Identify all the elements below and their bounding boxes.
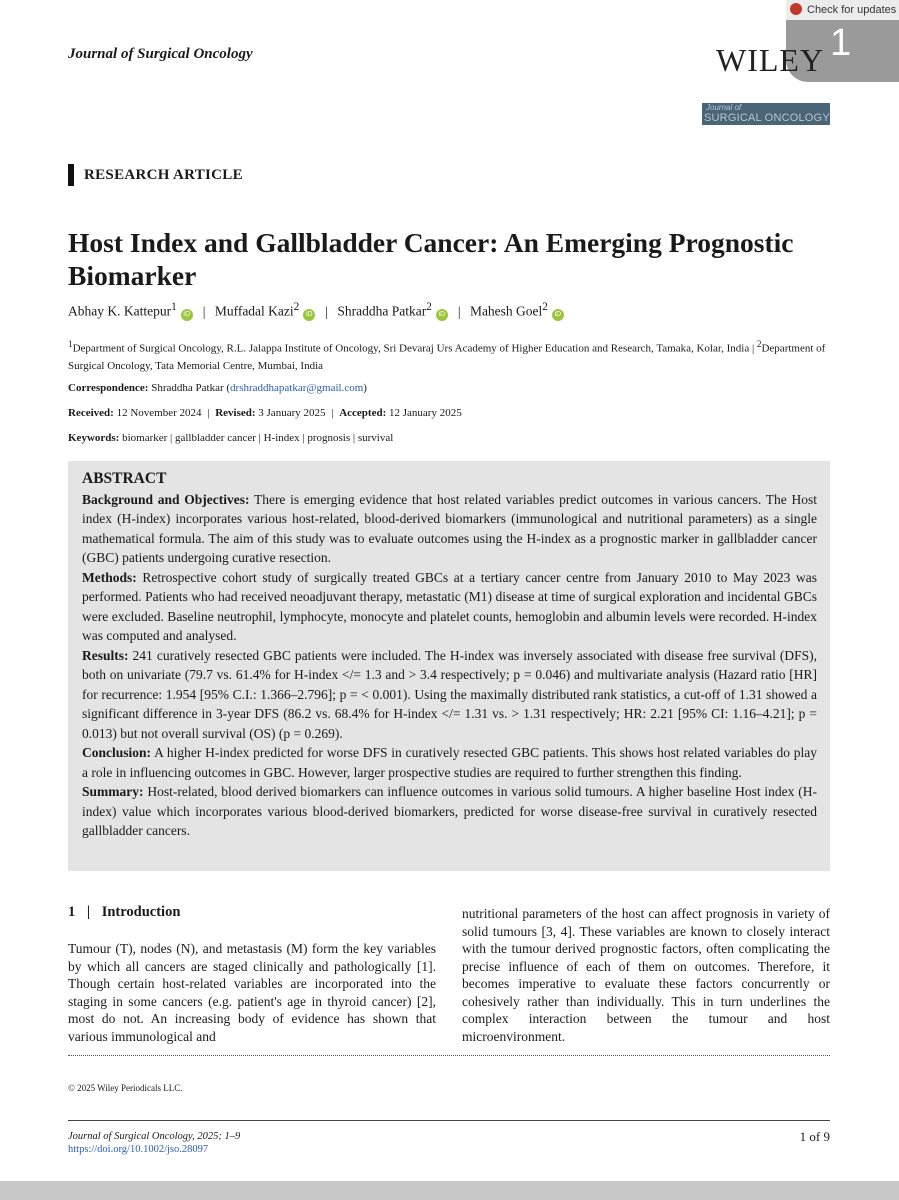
background-text: There is emerging evidence that host related variables predict outcomes in various cancers. The Host index (H-index) incorporates various host-related, blood-derived biomarkers (immunological and nutritional parameters) as a single mathematical formula. The aim of this study was to evaluate outcomes using the H-index as a prognostic marker in gallbladder cancer (GBC) patients undergoing curative resection. bbox=[82, 491, 817, 565]
author-affiliation: 1 bbox=[171, 301, 177, 313]
background-label: Background and Objectives: bbox=[82, 491, 250, 507]
received-date: 12 November 2024 bbox=[116, 407, 202, 419]
keywords-list: biomarker | gallbladder cancer | H-index | prognosis | survival bbox=[122, 432, 394, 444]
footnote-divider bbox=[68, 1055, 830, 1056]
conclusion-text: A higher H-index predicted for worse DFS in curatively resected GBC patients. This shows host related variables do play a role in influencing outcomes in GBC. However, larger prospective studies are required to further strengthen this finding. bbox=[82, 745, 817, 780]
journal-cover-logo bbox=[702, 103, 830, 125]
date-separator: | bbox=[207, 407, 210, 419]
affiliation-sup: 1 bbox=[68, 339, 73, 349]
author-list bbox=[68, 301, 568, 321]
methods-label: Methods: bbox=[82, 569, 137, 585]
keywords bbox=[68, 431, 393, 446]
body-right-column bbox=[462, 905, 830, 1045]
author-name: Mahesh Goel bbox=[469, 303, 543, 319]
abstract-heading: ABSTRACT bbox=[82, 470, 167, 487]
abstract-results bbox=[82, 646, 817, 744]
author-separator: | bbox=[457, 303, 461, 319]
author-name: Abhay K. Kattepur bbox=[68, 303, 172, 319]
section-number: 1 bbox=[68, 904, 76, 920]
revised-label: Revised: bbox=[215, 407, 256, 419]
author-separator: | bbox=[325, 303, 328, 319]
summary-label: Summary: bbox=[82, 784, 144, 799]
author-affiliation: 2 bbox=[542, 301, 548, 313]
accepted-date: 12 January 2025 bbox=[389, 407, 462, 419]
journal-name: Journal of Surgical Oncology bbox=[68, 46, 253, 62]
correspondence-name: Shraddha Patkar bbox=[151, 382, 224, 394]
check-updates-label: Check for updates bbox=[807, 4, 897, 16]
page-badge: 1 bbox=[830, 22, 852, 64]
publisher-logo: WILEY bbox=[716, 42, 825, 78]
doi-link[interactable]: https://doi.org/10.1002/jso.28097 bbox=[68, 1144, 209, 1155]
orcid-icon[interactable]: iD bbox=[181, 309, 193, 321]
date-separator: | bbox=[331, 407, 334, 419]
section-heading bbox=[68, 904, 180, 921]
article-title: Host Index and Gallbladder Cancer: An Emerging Prognostic Biomarker bbox=[68, 227, 794, 291]
keywords-label: Keywords: bbox=[68, 432, 120, 444]
dates bbox=[68, 406, 462, 421]
viewer-bottom-bar bbox=[0, 1181, 899, 1200]
abstract-summary bbox=[82, 782, 817, 841]
correspondence: Correspondence: Shraddha Patkar (drshraddhapatkar@gmail.com) bbox=[68, 382, 367, 394]
copyright: © 2025 Wiley Periodicals LLC. bbox=[68, 1083, 183, 1093]
orcid-icon[interactable]: iD bbox=[436, 309, 448, 321]
abstract-box bbox=[68, 461, 830, 871]
author-name: Shraddha Patkar bbox=[337, 303, 427, 319]
affiliation-sup: 2 bbox=[756, 339, 762, 349]
affiliation-separator: | bbox=[751, 342, 755, 355]
logo-line-1: Journal of bbox=[706, 103, 742, 112]
correspondence-label: Correspondence: bbox=[68, 382, 149, 394]
body-left-column bbox=[68, 940, 436, 1045]
abstract-background bbox=[82, 490, 817, 568]
affiliation-1: Department of Surgical Oncology, R.L. Jalappa Institute of Oncology, Sri Devaraj Urs Academy of Higher Education and Research, Tamaka, Kolar, India bbox=[72, 342, 750, 355]
received-label: Received: bbox=[68, 407, 114, 419]
footer-divider bbox=[68, 1120, 830, 1121]
section-separator: | bbox=[86, 904, 91, 920]
summary-text: Host-related, blood derived biomarkers can influence outcomes in various solid tumours. A higher baseline Host index (H-index) value which incorporates various blood-derived biomarkers, predicted for worse disease-free survival in curatively resected gallbladder cancers. bbox=[82, 784, 818, 838]
page-number: 1 of 9 bbox=[799, 1129, 830, 1144]
orcid-icon[interactable]: iD bbox=[552, 309, 564, 321]
section-title: Introduction bbox=[101, 904, 181, 920]
abstract-methods bbox=[82, 568, 817, 646]
orcid-icon[interactable]: iD bbox=[303, 309, 315, 321]
crossmark-icon bbox=[790, 3, 802, 15]
author-affiliation: 2 bbox=[426, 301, 432, 313]
affiliations bbox=[68, 336, 830, 375]
affiliation-2: Department of Surgical Oncology, Tata Memorial Centre, Mumbai, India bbox=[68, 342, 826, 372]
abstract-conclusion bbox=[82, 743, 817, 782]
article-type: RESEARCH ARTICLE bbox=[68, 164, 243, 186]
revised-date: 3 January 2025 bbox=[258, 407, 326, 419]
logo-line-2: SURGICAL ONCOLOGY bbox=[704, 112, 830, 124]
intro-paragraph-left: Tumour (T), nodes (N), and metastasis (M) form the key variables by which all cancers are staged clinically and pathologically [1]. Though certain host-related variables are incorporated into the staging in some cancers (e.g. patient's age in thyroid cancer) [2], most do not. An increasing body of evidence has shown that various immunological and bbox=[68, 941, 436, 1044]
results-label: Results: bbox=[82, 647, 129, 663]
intro-paragraph-right: nutritional parameters of the host can affect prognosis in variety of solid tumours [3, 4]. These variables are known to closely interact with the tumour derived prognostic factors, often complicating the precise influence of each of them on outcomes. Therefore, it becomes imperative to evaluate these factors concurrently or cohesively rather than individually. This in turn underlines the complex interaction between the tumour and host microenvironment. bbox=[462, 906, 830, 1044]
author-name: Muffadal Kazi bbox=[214, 303, 294, 319]
correspondence-email[interactable]: drshraddhapatkar@gmail.com bbox=[230, 382, 364, 394]
methods-text: Retrospective cohort study of surgically treated GBCs at a tertiary cancer centre from January 2010 to May 2023 was performed. Patients who had received neoadjuvant therapy, metastatic (M1) disease at time of surgical exploration and incidental GBCs were excluded. Baseline neutrophil, lymphocyte, monocyte and platelet counts, hemoglobin and albumin levels were recorded. H-index was computed and analysed. bbox=[82, 569, 818, 643]
conclusion-label: Conclusion: bbox=[82, 745, 152, 760]
author-affiliation: 2 bbox=[293, 301, 300, 313]
results-text: 241 curatively resected GBC patients were included. The H-index was inversely associated with disease free survival (DFS), both on univariate (79.7 vs. 61.4% for H-index </= 1.3 and > 3.4 respectively; p = 0.046) and multivariate analysis (Hazard ratio [HR] for recurrence: 1.954 [95% C.I.: 1.366–2.796]; p = < 0.001). Using the maximally distributed rank statistics, a cut-off of 1.31 showed a significant difference in 3-year DFS (86.2 vs. 68.4% for H-index </= 1.31 vs. > 1.31 respectively; HR: 2.21 [95% CI: 1.16–4.21]; p = 0.013) but not overall survival (OS) (p = 0.269). bbox=[82, 647, 817, 741]
accepted-label: Accepted: bbox=[339, 407, 387, 419]
author-separator: | bbox=[202, 303, 206, 319]
footer-citation: Journal of Surgical Oncology, 2025; 1–9 bbox=[68, 1131, 241, 1142]
